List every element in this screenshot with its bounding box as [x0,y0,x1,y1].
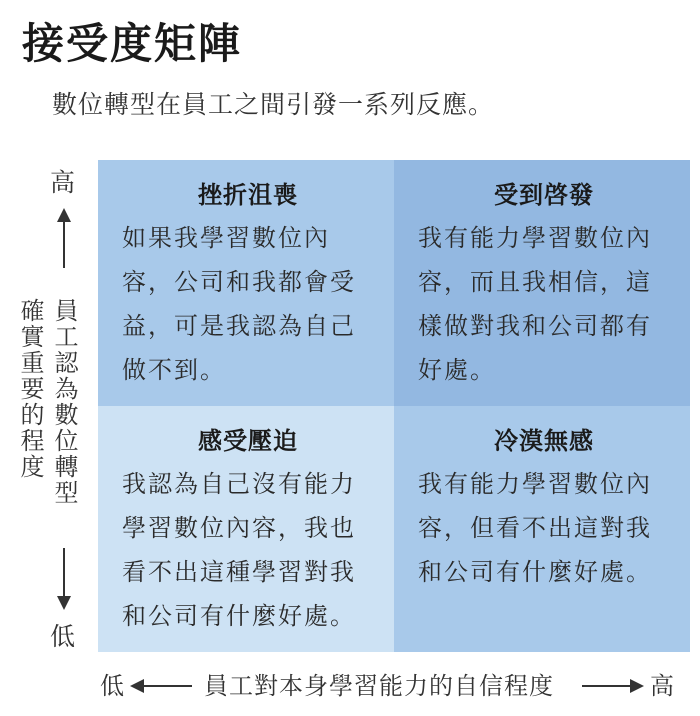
quadrant-heading: 受到啓發 [494,181,594,209]
x-axis-label: 員工對本身學習能力的自信程度 [204,672,554,700]
quadrant-heading: 挫折沮喪 [198,181,298,209]
arrow-down-icon [50,548,78,610]
quadrant-heading: 感受壓迫 [198,427,298,455]
quadrant-body: 如果我學習數位內容，公司和我都會受益，可是我認為自己做不到。 [122,224,356,384]
y-axis-low-label: 低 [50,622,76,651]
x-axis-low-label: 低 [100,672,124,700]
quadrant-body: 我有能力學習數位內容，但看不出這對我和公司有什麼好處。 [418,470,652,586]
y-axis-label-line2: 確實重要的程度 [16,298,44,480]
quadrant-pressured [98,406,394,652]
page-subtitle: 數位轉型在員工之間引發一系列反應。 [52,90,495,119]
page-title: 接受度矩陣 [22,19,243,68]
y-axis-high-label: 高 [50,168,76,197]
arrow-left-icon [130,672,192,700]
x-axis-high-label: 高 [650,672,674,700]
arrow-up-icon [50,208,78,268]
quadrant-heading: 冷漠無感 [494,427,594,455]
quadrant-body: 我有能力學習數位內容，而且我相信，這樣做對我和公司都有好處。 [418,224,652,384]
quadrant-frustrated [98,160,394,406]
x-axis [100,668,690,704]
quadrant-body: 我認為自己沒有能力學習數位內容，我也看不出這種學習對我和公司有什麼好處。 [122,470,356,630]
arrow-right-icon [582,672,644,700]
acceptance-matrix [98,160,690,652]
quadrant-inspired [394,160,690,406]
y-axis-label-line1: 員工認為數位轉型 [50,298,78,506]
quadrant-indifferent [394,406,690,652]
